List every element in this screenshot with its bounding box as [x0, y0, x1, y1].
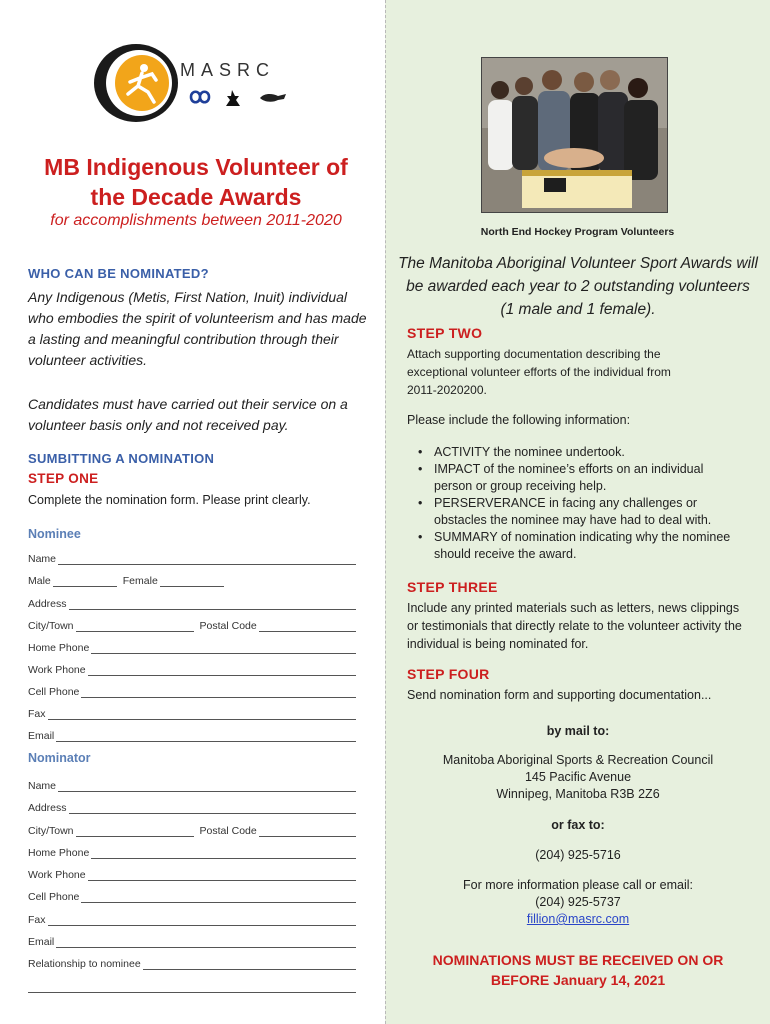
more-info-text: For more information please call or email: [463, 878, 693, 892]
nominator-home-phone-field[interactable] [28, 845, 356, 859]
input-line[interactable] [56, 732, 356, 742]
candidates-paragraph: Candidates must have carried out their service on a volunteer basis only and not received pay. [28, 396, 348, 433]
runner-emblem-icon [92, 42, 184, 124]
bullet-text: ACTIVITY the nominee undertook. [434, 445, 625, 459]
input-line[interactable] [143, 960, 356, 970]
input-line[interactable] [58, 782, 356, 792]
step-one-text: Complete the nomination form. Please print clearly. [28, 493, 311, 507]
list-item: • IMPACT of the nominee’s efforts on an individual person or group receiving help. [418, 461, 738, 495]
input-line[interactable] [48, 916, 356, 926]
step-two-text: Attach supporting documentation describing the exceptional volunteer efforts of the individual from 2011-2020200. [407, 347, 671, 397]
email-link[interactable]: fillion@masrc.com [526, 912, 630, 926]
list-item: • SUMMARY of nomination indicating why the nominee should receive the award. [418, 529, 738, 563]
step-two-heading: STEP TWO [407, 325, 483, 341]
input-line[interactable] [48, 710, 356, 720]
input-line[interactable] [69, 600, 356, 610]
deadline-line-2: BEFORE January 14, 2021 [490, 972, 666, 988]
info-bullet-list [418, 444, 738, 563]
field-label: Address [28, 802, 67, 814]
or-fax-label: or fax to: [551, 818, 605, 832]
input-line[interactable] [81, 893, 356, 903]
field-label: Work Phone [28, 869, 86, 881]
field-label: Fax [28, 914, 46, 926]
list-item: • ACTIVITY the nominee undertook. [418, 445, 625, 459]
field-label: Cell Phone [28, 891, 80, 903]
field-label: Postal Code [199, 825, 257, 837]
field-label: Relationship to nominee [28, 958, 141, 970]
photo-caption: North End Hockey Program Volunteers [480, 226, 675, 238]
input-line[interactable] [58, 555, 356, 565]
field-label: Home Phone [28, 642, 90, 654]
title-line-1: MB Indigenous Volunteer of [44, 154, 348, 180]
field-label: Postal Code [199, 620, 257, 632]
address-line-1: Manitoba Aboriginal Sports & Recreation Council [442, 753, 714, 767]
field-label: Fax [28, 708, 46, 720]
nominee-name-field[interactable] [28, 551, 356, 565]
logo-wordmark: MASRC [180, 60, 276, 80]
field-label: Name [28, 780, 57, 792]
bullet-text: IMPACT of the nominee’s efforts on an individual person or group receiving help. [434, 462, 704, 493]
input-line[interactable] [88, 666, 356, 676]
nominee-fax-field[interactable] [28, 706, 356, 720]
field-label: Work Phone [28, 664, 86, 676]
who-heading: WHO CAN BE NOMINATED? [28, 266, 209, 281]
nominee-work-phone-field[interactable] [28, 662, 356, 676]
field-label: Male [28, 575, 51, 587]
mailing-address [398, 752, 758, 803]
who-paragraph: Any Indigenous (Metis, First Nation, Inuit) individual who embodies the spirit of volunteerism and has made a lasting and meaningful contribution through their volunteer activities. [28, 289, 367, 368]
male-input-line[interactable] [53, 577, 117, 587]
masrc-logo [92, 42, 302, 124]
address-line-3: Winnipeg, Manitoba R3B 2Z6 [496, 787, 660, 801]
relationship-field[interactable] [28, 956, 356, 970]
field-label: City/Town [28, 620, 74, 632]
list-item: • PERSERVERANCE in facing any challenges or obstacles the nominee may have had to deal with. [418, 495, 738, 529]
city-input-line[interactable] [76, 827, 194, 837]
nominator-email-field[interactable] [28, 934, 356, 948]
input-line[interactable] [91, 644, 356, 654]
include-text: Please include the following information: [407, 413, 631, 427]
postal-input-line[interactable] [259, 622, 356, 632]
input-line[interactable] [28, 983, 356, 993]
input-line[interactable] [88, 871, 356, 881]
city-input-line[interactable] [76, 622, 194, 632]
input-line[interactable] [69, 804, 356, 814]
input-line[interactable] [81, 688, 356, 698]
nominee-email-field[interactable] [28, 728, 356, 742]
field-label: Name [28, 553, 57, 565]
deadline-line-1: NOMINATIONS MUST BE RECEIVED ON OR [432, 952, 724, 968]
nominee-label: Nominee [28, 527, 81, 541]
nominator-work-phone-field[interactable] [28, 867, 356, 881]
nominee-gender-field[interactable] [28, 573, 238, 587]
field-label: Cell Phone [28, 686, 80, 698]
field-label: Female [122, 575, 158, 587]
field-label: City/Town [28, 825, 74, 837]
nominee-home-phone-field[interactable] [28, 640, 356, 654]
fax-number: (204) 925-5716 [535, 848, 621, 862]
page-title [0, 152, 392, 212]
input-line[interactable] [91, 849, 356, 859]
step-four-text: Send nomination form and supporting documentation... [407, 688, 712, 702]
page-subtitle: for accomplishments between 2011-2020 [50, 212, 342, 229]
field-label: Email [28, 730, 55, 742]
field-label: Email [28, 936, 55, 948]
submitting-heading: SUMBITTING A NOMINATION [28, 451, 215, 466]
title-line-2: the Decade Awards [90, 184, 302, 210]
extra-line-field[interactable] [28, 979, 356, 993]
logo-symbols-icon [188, 86, 298, 108]
bullet-text: PERSERVERANCE in facing any challenges or obstacles the nominee may have had to deal with. [434, 496, 712, 527]
nominator-name-field[interactable] [28, 778, 356, 792]
field-label: Address [28, 598, 67, 610]
by-mail-label: by mail to: [546, 724, 610, 738]
postal-input-line[interactable] [259, 827, 356, 837]
nominator-fax-field[interactable] [28, 912, 356, 926]
step-three-heading: STEP THREE [407, 579, 498, 595]
nominator-label: Nominator [28, 751, 91, 765]
email-link-wrap [398, 911, 758, 928]
field-label: Home Phone [28, 847, 90, 859]
volunteers-photo [481, 57, 668, 213]
input-line[interactable] [56, 938, 356, 948]
group-photo-image [482, 58, 668, 213]
nominator-city-field[interactable] [28, 823, 356, 837]
bullet-text: SUMMARY of nomination indicating why the nominee should receive the award. [434, 530, 731, 561]
phone-number: (204) 925-5737 [535, 895, 621, 909]
female-input-line[interactable] [160, 577, 224, 587]
nominee-city-field[interactable] [28, 618, 356, 632]
nominee-cell-phone-field[interactable] [28, 684, 356, 698]
step-four-heading: STEP FOUR [407, 666, 490, 682]
nominator-address-field[interactable] [28, 800, 356, 814]
nominator-cell-phone-field[interactable] [28, 889, 356, 903]
deadline-notice [398, 950, 758, 990]
step-three-text: Include any printed materials such as letters, news clippings or testimonials that directly relate to the volunteer activity the individual is being nominated for. [407, 601, 742, 651]
step-one-heading: STEP ONE [28, 471, 99, 486]
address-line-2: 145 Pacific Avenue [524, 770, 632, 784]
awards-intro: The Manitoba Aboriginal Volunteer Sport Awards will be awarded each year to 2 outstanding volunteers (1 male and 1 female). [398, 255, 758, 318]
nominee-address-field[interactable] [28, 596, 356, 610]
